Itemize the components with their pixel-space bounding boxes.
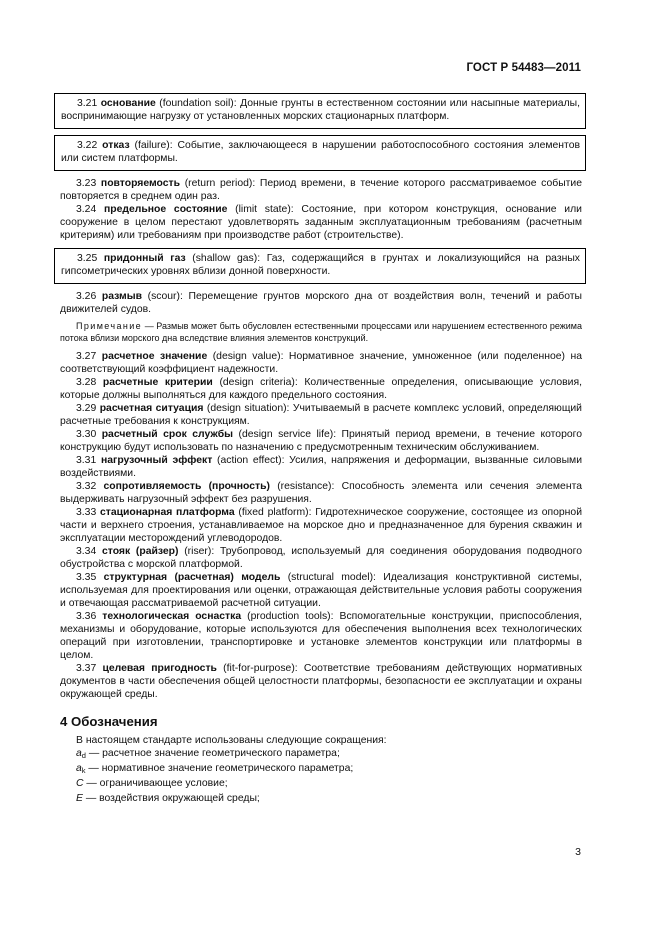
entry-definition: (fixed platform): Гидротехническое сооружение, состоящее из опорной части и верхнего строения, устанавливаемое на морское дно и предназначенное для бурения скважин и эксплуатации месторождений углеводородов. — [60, 507, 582, 544]
term-entry-3-26 — [60, 290, 582, 316]
document-body — [60, 93, 582, 807]
symbol-item — [60, 792, 582, 807]
symbol-description: — нормативное значение геометрического параметра; — [85, 763, 354, 774]
entry-definition: (fit-for-purpose): Соответствие требованиям действующих нормативных документов в части обеспечения общей целостности платформы, безопасности ее эксплуатации и охраны окружающей среды. — [60, 663, 583, 700]
entry-number: 3.31 — [76, 455, 97, 466]
entry-term: предельное состояние — [104, 204, 228, 215]
term-entry-3-34 — [60, 545, 582, 571]
entry-definition: (scour): Перемещение грунтов морского дна от воздействия волн, течений и работы движителей судов. — [60, 291, 583, 315]
entry-number: 3.28 — [76, 377, 97, 388]
entry-definition: (production tools): Вспомогательные конструкции, приспособления, механизмы и оборудование, которые используются для обеспечения выполнения всех технологических операций при изготовлении, транспортировке и установке элементов конструкции или платформы в целом. — [60, 611, 582, 661]
section-title: 4 Обозначения — [60, 714, 158, 729]
term-entry-3-21 — [54, 93, 586, 129]
entry-number: 3.33 — [76, 507, 97, 518]
note-label: Примечание — [76, 321, 143, 331]
term-entry-3-29 — [60, 402, 582, 428]
entry-definition: (foundation soil): Донные грунты в естественном состоянии или насыпные материалы, воспринимающие нагрузку от установленных морских стационарных платформ. — [61, 98, 580, 122]
entry-term: повторяемость — [100, 178, 181, 189]
entry-term: сопротивляемость (прочность) — [103, 481, 270, 492]
symbol-description: — расчетное значение геометрического параметра; — [85, 748, 340, 759]
term-entry-3-37 — [60, 662, 582, 701]
entry-definition: (design value): Нормативное значение, умноженное (или поделенное) на соответствующий коэффициент надежности. — [60, 351, 582, 375]
entry-term: стационарная платформа — [100, 507, 235, 518]
entry-definition: (return period): Период времени, в течение которого рассматриваемое событие повторяется в среднем один раз. — [60, 178, 583, 202]
entry-term: стояк (райзер) — [101, 546, 179, 557]
entry-number: 3.35 — [76, 572, 97, 583]
entry-number: 3.22 — [77, 140, 98, 151]
document-code: ГОСТ Р 54483—2011 — [466, 62, 581, 74]
entry-number: 3.37 — [76, 663, 97, 674]
entry-number: 3.23 — [76, 178, 97, 189]
entry-term: нагрузочный эффект — [100, 455, 213, 466]
entry-term: технологическая оснастка — [102, 611, 242, 622]
term-entry-3-28 — [60, 376, 582, 402]
page-number: 3 — [575, 846, 581, 858]
entry-number: 3.36 — [76, 611, 97, 622]
entry-number: 3.25 — [77, 253, 98, 264]
entry-number: 3.27 — [76, 351, 97, 362]
entry-number: 3.26 — [76, 291, 97, 302]
entry-definition: (resistance): Способность элемента или сечения элемента выдерживать нагрузочный эффект без разрушения. — [60, 481, 582, 505]
entry-number: 3.29 — [76, 403, 97, 414]
symbol-description: — ограничивающее условие; — [83, 778, 228, 789]
entry-number: 3.21 — [77, 98, 98, 109]
symbol-item — [60, 762, 582, 777]
entry-definition: (design situation): Учитываемый в расчете комплекс условий, определяющий расчетные требования к конструкциям. — [60, 403, 582, 427]
entry-term: расчетные критерии — [102, 377, 213, 388]
entry-term: основание — [100, 98, 156, 109]
term-entry-3-27 — [60, 350, 582, 376]
term-entry-3-30 — [60, 428, 582, 454]
entry-definition: (limit state): Состояние, при котором конструкция, основание или сооружение в целом перестают удовлетворять заданным эксплуатационным требованиям (расчетным критериям) или требованиям при производстве работ (строительстве). — [60, 204, 582, 241]
entry-term: отказ — [102, 140, 130, 151]
term-entry-3-23 — [60, 177, 582, 203]
entry-definition: (shallow gas): Газ, содержащийся в грунтах и локализующийся на разных гипсометрических уровнях вблизи донной поверхности. — [61, 253, 580, 277]
entry-term: расчетное значение — [101, 351, 208, 362]
symbol-letter: E — [76, 793, 83, 804]
entry-term: размыв — [101, 291, 142, 302]
entry-number: 3.32 — [76, 481, 97, 492]
term-entry-3-22 — [54, 135, 586, 171]
term-entry-3-25 — [54, 248, 586, 284]
entry-definition: (design criteria): Количественные определения, описывающие условия, которые должны выполняться для каждого предельного состояния. — [60, 377, 583, 401]
section-intro: В настоящем стандарте использованы следующие сокращения: — [76, 735, 387, 746]
entry-definition: (design service life): Принятый период времени, в течение которого конструкцию будут использовать по назначению с предусмотренным техническим обслуживанием. — [60, 429, 582, 453]
term-entry-3-24 — [60, 203, 582, 242]
symbol-description: — воздействия окружающей среды; — [82, 793, 260, 804]
symbol-letter: a — [76, 748, 82, 759]
entry-term: расчетный срок службы — [101, 429, 234, 440]
symbol-letter: a — [76, 763, 82, 774]
entry-definition: (structural model): Идеализация конструктивной системы, используемая для проектирования или оценки, отражающая действительные условия работы сооружения и отвечающая рассматриваемой расчетной ситуации. — [60, 572, 583, 609]
symbol-item — [60, 747, 582, 762]
entry-term: расчетная ситуация — [99, 403, 204, 414]
note-text: — Размыв может быть обусловлен естественными процессами или нарушением естественного режима потока вблизи морского дна вследствие влияния элементов конструкций. — [60, 321, 582, 343]
entry-definition: (failure): Событие, заключающееся в нарушении работоспособного состояния элементов или систем платформы. — [61, 140, 580, 164]
symbol-letter: C — [76, 778, 84, 789]
symbol-subscript: k — [81, 766, 86, 775]
entry-number: 3.34 — [76, 546, 97, 557]
entry-definition: (riser): Трубопровод, используемый для соединения оборудования подводного обустройства с морской платформой. — [60, 546, 583, 570]
term-entry-3-36 — [60, 610, 582, 662]
symbol-item — [60, 777, 582, 792]
symbol-subscript: d — [81, 751, 86, 760]
term-entry-3-32 — [60, 480, 582, 506]
entry-number: 3.30 — [76, 429, 97, 440]
entry-number: 3.24 — [76, 204, 97, 215]
entry-term: структурная (расчетная) модель — [103, 572, 281, 583]
entry-definition: (action effect): Усилия, напряжения и деформации, вызванные силовыми воздействиями. — [60, 455, 582, 479]
term-entry-3-31 — [60, 454, 582, 480]
entry-term: целевая пригодность — [102, 663, 217, 674]
term-entry-3-35 — [60, 571, 582, 610]
entry-term: придонный газ — [103, 253, 186, 264]
note-paragraph — [60, 321, 582, 344]
term-entry-3-33 — [60, 506, 582, 545]
